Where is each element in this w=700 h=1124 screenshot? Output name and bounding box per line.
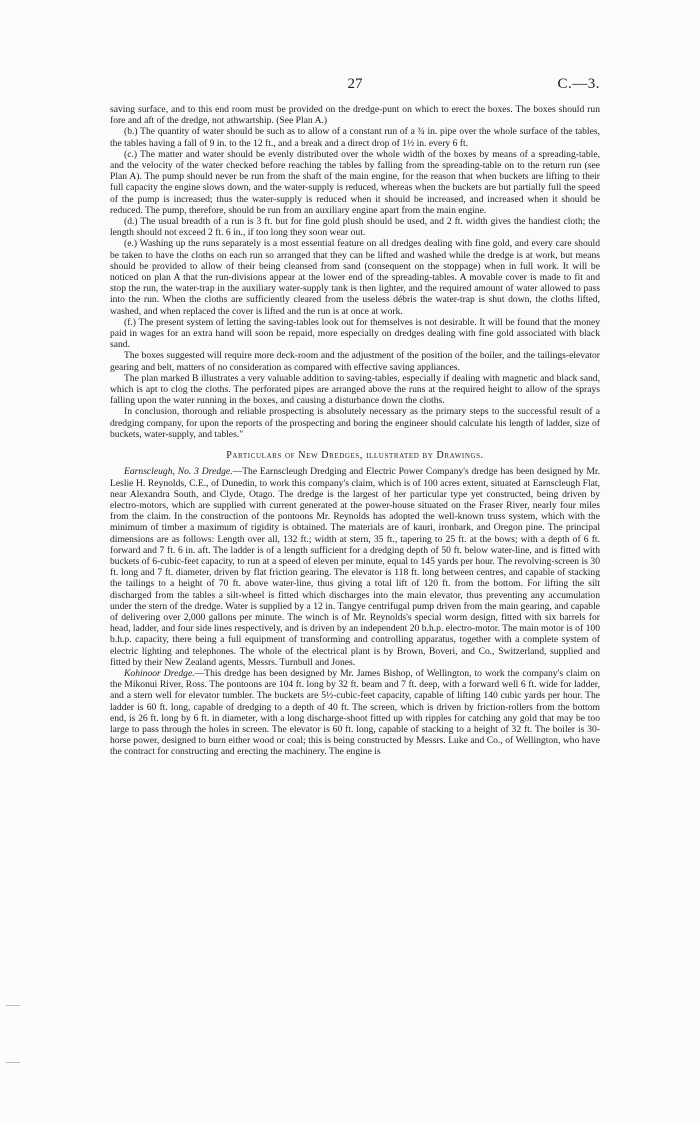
paragraph: (f.) The present system of letting the saving-tables look out for themselves is not desirable. It will be found that the money paid in wages for an extra hand will soon be repaid, more especially on dredges dealing with fine gold associated with black sand. [110,316,600,351]
paragraph: saving surface, and to this end room must be provided on the dredge-punt on which to erect the boxes. The boxes should run fore and aft of the dredge, not athwartship. (See Plan A.) [110,104,600,127]
dredge-name: Kohinoor Dredge. [124,667,195,679]
dredge-description: —This dredge has been designed by Mr. James Bishop, of Wellington, to work the company's claim on the Mikonui River, Ross. The pontoons are 104 ft. long by 32 ft. beam and 7 ft. deep, with a forward well 6 ft. wide for ladder, and a stern well for elevator tumbler. The buckets are 5½-cubic-feet capacity, capable of lifting 140 cubic yards per hour. The ladder is 60 ft. long, capable of dredging to a depth of 40 ft. The screen, which is driven by friction-rollers from the bottom end, is 26 ft. long by 6 ft. in diameter, with a long discharge-shoot fitted up with ripples for catching any gold that may be too large to pass through the holes in screen. The elevator is 60 ft. long, capable of stacking to a height of 32 ft. The boiler is 30-horse power, designed to burn either wood or coal; this is being constructed by Messrs. Luke and Co., of Wellington, who have the contract for constructing and erecting the machinery. The engine is [110,667,601,758]
paragraph: (e.) Washing up the runs separately is a most essential feature on all dredges dealing with fine gold, and every care should be taken to have the cloths on each run so arranged that they can be lifted and washed while the dredge is at work, but means should be provided to allow of their being cleansed from sand (consequent on the stoppage) when in full work. It will be noticed on plan A that the run-divisions appear at the lower end of the spreading-tables. A movable cover is made to fit and stop the run, the water-trap in the auxiliary water-supply tank is then lighter, and the required amount of water allowed to pass into the run. When the cloths are sufficiently cleared from the useless débris the water-trap is shut down, the cloths lifted, washed, and when replaced the cover is lifted and the run is at once at work. [110,238,600,317]
page-header [110,76,600,96]
paragraph: (d.) The usual breadth of a run is 3 ft. but for fine gold plush should be used, and 2 ft. width gives the handiest cloth; the length should not exceed 2 ft. 6 in., if too long they soon wear out. [110,216,600,239]
dredge-paragraph [110,466,600,668]
margin-mark [6,1005,20,1006]
paragraph: In conclusion, thorough and reliable prospecting is absolutely necessary as the primary steps to the successful result of a dredging company, for upon the reports of the prospecting and boring the engineer should calculate his length of ladder, size of buckets, water-supply, and tables." [110,406,600,440]
section-heading: Particulars of New Dredges, illustrated by Drawings. [226,450,484,462]
dredge-description: —The Earnscleugh Dredging and Electric Power Company's dredge has been designed by Mr. Leslie H. Reynolds, C.E., of Dunedin, to work this company's claim, which is of 100 acres extent, situated at Earnscleugh Flat, near Alexandra South, and Clyde, Otago. The dredge is the largest of her particular type yet constructed, being driven by electro-motors, which are supplied with current generated at the power-house situated on the Fraser River, nearly four miles from the claim. In the construction of the pontoons Mr. Reynolds has adopted the well-known truss system, which with the minimum of timber a maximum of rigidity is obtained. The materials are of kauri, ironbark, and Oregon pine. The principal dimensions are as follows: Length over all, 132 ft.; width at stern, 35 ft., tapering to 25 ft. at the bows; with a depth of 6 ft. forward and 7 ft. 6 in. aft. The ladder is of a length sufficient for a dredging depth of 50 ft. below water-line, and is fitted with buckets of 6-cubic-feet capacity, to run at a speed of eleven per minute, equal to 145 yards per hour. The revolving-screen is 30 ft. long and 7 ft. diameter, driven by flat friction gearing. The elevator is 118 ft. long between centres, and capable of stacking the tailings to a height of 70 ft. above water-line, thus giving a total lift of 120 ft. from the bottom. For lifting the silt discharged from the tables a silt-wheel is fitted which discharges into the main elevator, thus preventing any accumulation under the stern of the dredge. Water is supplied by a 12 in. Tangye centrifugal pump driven from the main gearing, and capable of delivering over 2,000 gallons per minute. The winch is of Mr. Reynolds's special worm design, fitted with six barrels for head, ladder, and four side lines respectively, and is driven by an independent 20 b.h.p. electro-motor. The main motor is of 100 b.h.p. capacity, there being a full equipment of transforming and controlling apparatus, together with a complete system of electric lighting and telephones. The whole of the electrical plant is by Brown, Boveri, and Co., Switzerland, supplied and fitted by their New Zealand agents, Messrs. Turnbull and Jones. [110,466,600,668]
paragraph: (b.) The quantity of water should be such as to allow of a constant run of a ¾ in. pipe over the whole surface of the tables, the tables having a fall of 9 in. to the 12 ft., and a break and a direct drop of 1½ in. every 6 ft. [110,126,600,149]
margin-mark [6,1062,20,1063]
dredge-name: Earnscleugh, No. 3 Dredge. [124,466,233,478]
page-number: 27 [347,76,363,92]
body-text [110,104,600,758]
dredge-paragraph [110,668,600,758]
paragraph: The boxes suggested will require more deck-room and the adjustment of the position of the boiler, and the tailings-elevator gearing and belt, matters of no consideration as compared with effective saving appliances. [110,350,600,373]
paragraph: The plan marked B illustrates a very valuable addition to saving-tables, especially if dealing with magnetic and black sand, which is apt to clog the cloths. The perforated pipes are arranged above the runs at the required height to allow of the sprays falling upon the water running in the boxes, and causing a disturbance down the cloths. [110,372,600,407]
paragraph: (c.) The matter and water should be evenly distributed over the whole width of the boxes by means of a spreading-table, and the velocity of the water checked before reaching the tables by falling from the spreading-table on to the return run (see Plan A). The pump should never be run from the shaft of the main engine, for the reason that when buckets are lifting to their full capacity the engine slows down, and the water-supply is reduced, whereas when the buckets are but partially full the speed of the pump is increased; thus the water-supply is reduced when it should be increased, and increased when it should be reduced. The pump, therefore, should be run from an auxiliary engine apart from the main engine. [110,148,600,216]
document-reference: C.—3. [557,76,600,92]
